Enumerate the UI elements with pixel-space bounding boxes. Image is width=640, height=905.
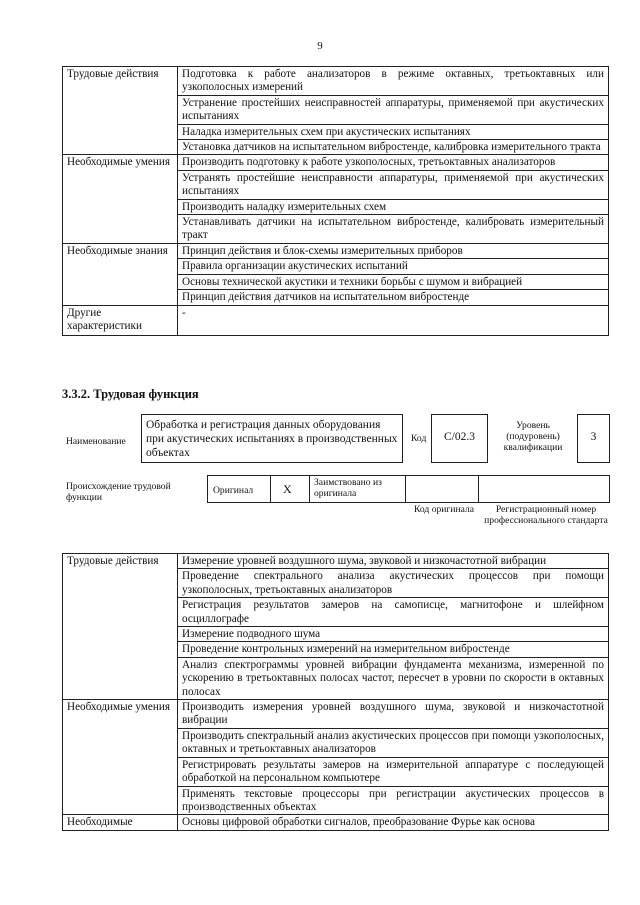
- row-label: Другие характеристики: [63, 305, 178, 335]
- table-row: [63, 243, 609, 258]
- origin-label: Происхождение трудовой функции: [66, 481, 171, 503]
- borrowed-label: Заимствовано из оригинала: [314, 477, 382, 499]
- origin-box: [207, 475, 610, 503]
- original-mark: X: [283, 482, 292, 496]
- table-cell: -: [178, 305, 609, 335]
- row-label: Необходимые знания: [63, 243, 178, 305]
- divider: [270, 475, 271, 503]
- table-cell: Устанавливать датчики на испытательном вибростенде, калибровать измерительный тракт: [178, 215, 609, 244]
- table-cell: Производить измерения уровней воздушного шума, звуковой и низкочастотной вибрации: [178, 700, 609, 729]
- divider: [405, 475, 406, 503]
- table-cell: Проведение контрольных измерений на измерительном вибростенде: [178, 642, 609, 657]
- table-cell: Производить подготовку к работе узкополосных, третьоктавных анализаторов: [178, 155, 609, 170]
- table-cell: Установка датчиков на испытательном вибростенде, калибровка измерительного тракта: [178, 140, 609, 155]
- requirements-table-top: [62, 66, 609, 336]
- code-label: Код: [411, 433, 427, 444]
- requirements-table-bottom: [62, 553, 609, 831]
- section-heading: 3.3.2. Трудовая функция: [62, 387, 199, 401]
- table-cell: Применять текстовые процессоры при регистрации акустических процессов в производственных объектах: [178, 786, 609, 815]
- table-cell: Регистрация результатов замеров на самописце, магнитофоне и шлейфном осциллографе: [178, 598, 609, 627]
- table-cell: Принцип действия и блок-схемы измерительных приборов: [178, 243, 609, 258]
- table-cell: Анализ спектрограммы уровней вибрации фундамента механизма, измеренной по ускорению в третьоктавных полосах частот, пересчет в уровни по скорости в октавных полосах: [178, 657, 609, 699]
- table-cell: Производить наладку измерительных схем: [178, 199, 609, 214]
- table-row: [63, 155, 609, 170]
- origin-code-label: Код оригинала: [413, 504, 475, 515]
- reg-number-label: Регистрационный номер профессионального стандарта: [484, 504, 608, 526]
- table-cell: Регистрировать результаты замеров на измерительной аппаратуре с последующей обработкой на персональном компьютере: [178, 757, 609, 786]
- row-label: Необходимые умения: [63, 700, 178, 815]
- original-label: Оригинал: [213, 485, 254, 496]
- table-row: [63, 67, 609, 96]
- page-number: 9: [317, 40, 323, 52]
- table-cell: Устранять простейшие неисправности аппаратуры, применяемой при акустических испытаниях: [178, 170, 609, 199]
- table-cell: Правила организации акустических испытаний: [178, 259, 609, 274]
- table-cell: Подготовка к работе анализаторов в режиме октавных, третьоктавных или узкополосных измерений: [178, 67, 609, 96]
- function-name: Обработка и регистрация данных оборудования при акустических испытаниях в производственных объектах: [146, 419, 398, 459]
- table-row: [63, 815, 609, 830]
- table-cell: Принцип действия датчиков на испытательном вибростенде: [178, 290, 609, 305]
- table-cell: Наладка измерительных схем при акустических испытаниях: [178, 124, 609, 139]
- level-label: Уровень (подуровень) квалификации: [503, 420, 563, 453]
- name-label: Наименование: [66, 436, 126, 447]
- level-box: [577, 414, 610, 463]
- table-cell: Измерение уровней воздушного шума, звуковой и низкочастотной вибрации: [178, 554, 609, 569]
- table-row: [63, 700, 609, 729]
- table-row: [63, 554, 609, 569]
- row-label: Трудовые действия: [63, 67, 178, 155]
- table-cell: Основы технической акустики и техники борьбы с шумом и вибрацией: [178, 274, 609, 289]
- code-value: C/02.3: [444, 431, 475, 443]
- table-cell: Производить спектральный анализ акустических процессов при помощи узкополосных, октавных и третьоктавных анализаторов: [178, 728, 609, 757]
- table-cell: Проведение спектрального анализа акустических процессов при помощи узкополосных, третьоктавных анализаторов: [178, 569, 609, 598]
- row-label: Необходимые: [63, 815, 178, 830]
- divider: [478, 475, 479, 503]
- divider: [309, 475, 310, 503]
- table-cell: Измерение подводного шума: [178, 627, 609, 642]
- row-label: Трудовые действия: [63, 554, 178, 700]
- table-cell: Основы цифровой обработки сигналов, преобразование Фурье как основа: [178, 815, 609, 830]
- row-label: Необходимые умения: [63, 155, 178, 243]
- level-value: 3: [590, 431, 597, 443]
- table-row: [63, 305, 609, 335]
- function-name-box: [141, 414, 403, 463]
- table-cell: Устранение простейших неисправностей аппаратуры, применяемой при акустических испытаниях: [178, 95, 609, 124]
- code-box: [431, 414, 488, 463]
